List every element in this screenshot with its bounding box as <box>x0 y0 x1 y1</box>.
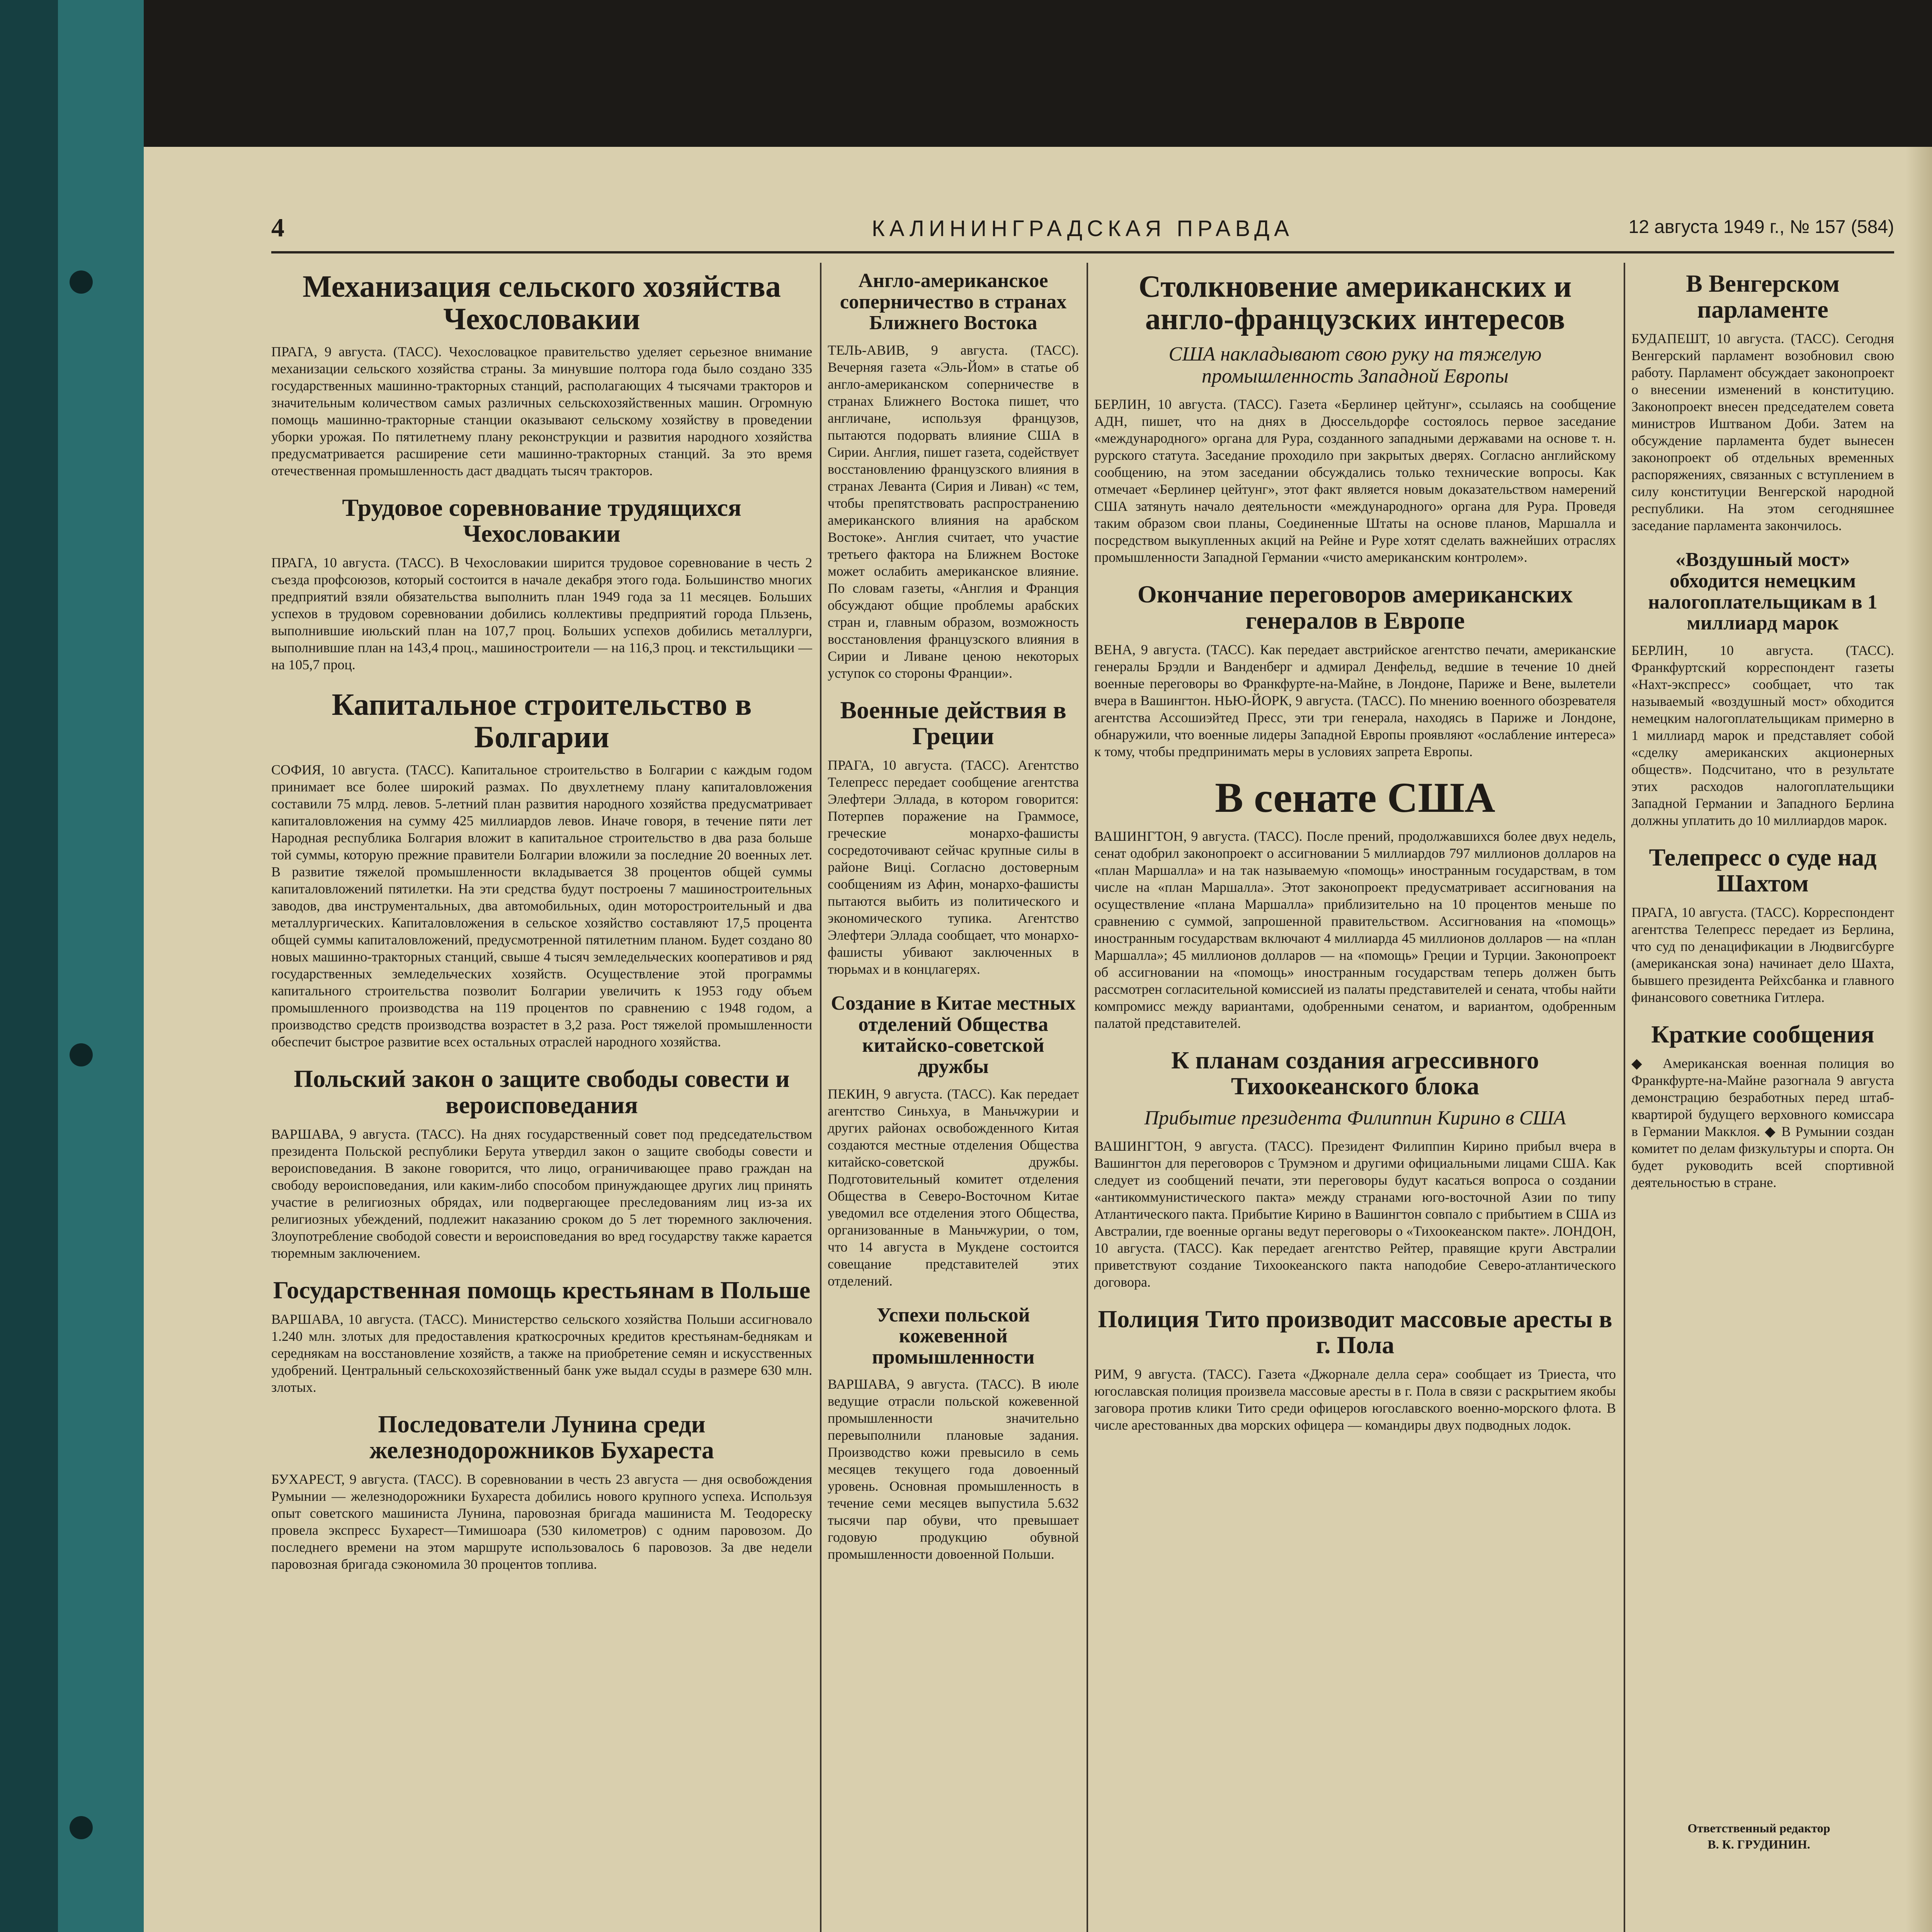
article-senate: ВАШИНГТОН, 9 августа. (ТАСС). После прений, продолжавшихся более двух недель, сенат одобрил законопроект о ассигновании 5 миллиардов 797 миллионов долларов на «план Маршалла» и на так называемую «помощь» иностранным государствам, в том числе на «план Маршалла». Этот законопроект предусматривает ассигнования на осуществление «плана Маршалла» приблизительно на 10 процентов меньше по сравнению с суммой, запрошенной правительством. Ассигнования на «помощь» иностранным государствам включают 4 миллиарда 45 миллионов долларов — на «план Маршалла»; 45 миллионов долларов — на «помощь» Греции и Турции. Законопроект об ассигновании на «помощь» иностранным государствам теперь должен быть рассмотрен согласительной комиссией из палаты представителей и сената, чтобы найти компромисс между вариантами, одобренными сенатом, и вариантом, одобренным палатой представителей. <box>1094 828 1616 1031</box>
editor-label: Ответственный редактор <box>1687 1821 1830 1835</box>
subheadline-clash: США накладывают свою руку на тяжелую промышленность Западной Европы <box>1168 343 1542 388</box>
column-right <box>1631 270 1894 1812</box>
article-hungary: БУДАПЕШТ, 10 августа. (ТАСС). Сегодня Венгерский парламент возобновил свою работу. Парламент обсуждает законопроект о внесении изменений в конституцию. Законопроект внесен председателем совета министров Иштваном Доби. Затем на обсуждение парламента будет вынесен законопроект об отдельных временных распоряжениях, связанных с вступлением в силу конституции Венгерской народной республики. На этом сегодняшнее заседание парламента закончилось. <box>1631 331 1894 534</box>
article-clash: БЕРЛИН, 10 августа. (ТАСС). Газета «Берлинер цейтунг», ссылаясь на сообщение АДН, пишет, что на днях в Дюссельдорфе состоялось первое заседание «международного» органа для Рура, созданного западными державами на основе т. н. рурского статута. Заседание проходило при закрытых дверях. Согласно английскому сообщению, на этом заседании обсуждались только технические вопросы. Как отмечает «Берлинер цейтунг», этот факт является новым доказательством намерений США затянуть начало деятельности «международного» органа для Рура. Проведя таким образом свои планы, Соединенные Штаты на основе планов, Маршалла и посредством выкупленных акций на Рейне и Руре хотят сделать важнейших отраслях промышленности Западной Германии «чисто американским контролем». <box>1094 396 1616 565</box>
editor-credit <box>1624 1820 1894 1852</box>
headline-hungary: В Венгерском парламенте <box>1686 270 1840 323</box>
headline-poland-law: Польский закон о защите свободы совести и вероисповедания <box>294 1065 790 1119</box>
headline-poland-aid: Государственная помощь крестьянам в Польше <box>273 1276 811 1304</box>
editor-name: В. К. ГРУДИНИН. <box>1708 1837 1810 1851</box>
headline-airbridge: «Воздушный мост» обходится немецким налогоплательщикам в 1 миллиард марок <box>1648 549 1878 634</box>
headline-greece: Военные действия в Греции <box>840 696 1066 750</box>
headline-pacific: К планам создания агрессивного Тихоокеанского блока <box>1171 1046 1539 1100</box>
headline-clash: Столкновение американских и англо-французских интересов <box>1138 270 1572 336</box>
article-airbridge: БЕРЛИН, 10 августа. (ТАСС). Франкфуртский корреспондент газеты «Нахт-экспресс» сообщает, что так называемый «воздушный мост» обходится немецким налогоплательщикам примерно в 1 миллиард марок и представляет собой «сделку американских акционерных обществ». Подсчитано, что в результате этих расходов налогоплательщики Западной Германии и Западного Берлина должны уплатить до 10 миллиардов марок. <box>1631 642 1894 828</box>
article-mechanization: ПРАГА, 9 августа. (ТАСС). Чехословацкое правительство уделяет серьезное внимание механизации сельского хозяйства страны. За минувшие полтора года было создано 335 государственных машинно-тракторных станций, располагающих 4 тысячами тракторов и значительным количеством самых различных сельскохозяйственных машин. Огромную помощь машинно-тракторные станции оказывают сельскому хозяйству в проведении уборки урожая. По пятилетнему плану реконструкции и развития народного хозяйства предусматривается расширение сети машинно-тракторных станций. За это время отечественная промышленность даст двадцать тысяч тракторов. <box>271 344 812 478</box>
article-brief: ◆ Американская военная полиция во Франкфурте-на-Майне разогнала 9 августа демонстрацию безработных перед штаб-квартирой будущего верховного комиссара в Германии Макклоя. ◆ В Румынии создан комитет по делам физкультуры и спорта. Он будет руководить всей спортивной деятельностью в стране. <box>1631 1056 1894 1190</box>
headline-lunin: Последователи Лунина среди железнодорожников Бухареста <box>369 1410 714 1464</box>
article-generals: ВЕНА, 9 августа. (ТАСС). Как передает австрийское агентство печати, американские генералы Брэдли и Ванденберг и адмирал Денфельд, ведшие в течение 10 дней военные переговоры во Франкфурте-на-Майне, в Лондоне, Париже и Вене, вылетели вчера в Вашингтон. НЬЮ-ЙОРК, 9 августа. (ТАСС). По мнению военного обозревателя агентства Ассошиэйтед Пресс, эти три генерала, находясь в Париже и Лондоне, обнаружили, что военные лидеры Западной Европы проявляют «ослабление интереса» к тому, чтобы предпринимать меры в условиях запрета Европы. <box>1094 641 1616 759</box>
article-labor: ПРАГА, 10 августа. (ТАСС). В Чехословакии ширится трудовое соревнование в честь 2 съезда профсоюзов, который состоится в начале декабря этого года. Большинство многих предприятий взяли обязательства выполнить план 1949 года за 11 месяцев. Больших успехов в трудовом соревновании добились коллективы предприятий города Пльзень, выполнившие июльский план на 107,7 проц. Больших успехов добились металлурги, выполнившие план на 143,4 проц., машиностроители — на 116,3 проц. и текстильщики — на 105,7 проц. <box>271 555 812 673</box>
article-angloam: ТЕЛЬ-АВИВ, 9 августа. (ТАСС). Вечерняя газета «Эль-Йом» в статье об англо-американском соперничестве в странах Ближнего Востока пишет, что англичане, используя французов, пытаются подорвать влияние США в Сирии. Англия, пишет газета, содействует восстановлению французского влияния в странах Леванта (Сирия и Ливан) «с тем, чтобы препятствовать распространению американского влияния на арабском Востоке». Англия считает, что участие третьего фактора на Ближнем Востоке может ослабить американское влияние. По словам газеты, «Англия и Франция обсуждают общие проблемы арабских стран и, главным образом, возможность восстановления французского влияния в Сирии и Ливане ценою некоторых уступок со стороны Франции». <box>828 342 1079 681</box>
headline-telepress: Телепресс о суде над Шахтом <box>1649 843 1877 897</box>
headline-brief: Краткие сообщения <box>1651 1020 1874 1048</box>
article-lunin: БУХАРЕСТ, 9 августа. (ТАСС). В соревновании в честь 23 августа — дня освобождения Румынии — железнодорожники Бухареста добились нового крупного успеха. Используя опыт советского машиниста Лунина, паровозная бригада машиниста М. Теодореску провела экспресс Бухарест—Тимишоара (530 километров) с одним паровозом. До последнего времени на этом маршруте использовалось 6 паровозов. За две недели паровозная бригада сэкономила 30 процентов топлива. <box>271 1471 812 1572</box>
article-poland-law: ВАРШАВА, 9 августа. (ТАСС). На днях государственный совет под председательством президента Польской республики Берута утвердил закон о защите свободы совести и вероисповедания. В законе говорится, что лицо, ограничивающее право граждан на свободу вероисповедания, или каким-либо способом принуждающее других лиц принять участие в религиозных обрядах, или подвергающее преследованиям лиц из-за их религиозных убеждений, подлежит наказанию сроком до 5 лет тюремного заключения. Злоупотребление свободой совести и вероисповедания во вред государству также карается тюремным заключением. <box>271 1126 812 1261</box>
newspaper-page <box>144 147 1932 1932</box>
article-bulgaria: СОФИЯ, 10 августа. (ТАСС). Капитальное строительство в Болгарии с каждым годом принимает все более широкий размах. По двухлетнему плану капиталовложения составили 75 млрд. левов. 5-летний план развития народного хозяйства предусматривает капиталовложения на сумму 425 миллиардов левов. Иначе говоря, в течение пяти лет Народная республика Болгария вложит в капитальное строительство в два раза больше той суммы, которую прежние правители Болгарии вложили за последние 20 военных лет. В развитие тяжелой промышленности вкладывается 38 процентов общей суммы капиталовложений пятилетки. На эти средства будут построены 7 машиностроительных заводов, два инструментальных, два автомобильных, один моторостроительный и два металлургических. Капиталовложения в сельское хозяйство составляют 17,5 процента общей суммы капиталовложений, предусмотренной пятилетним планом. Будет создано 80 новых машинно-тракторных станций, свыше 4 тысяч земледельческих кооперативов и ряд государственных земледельческих хозяйств. Осуществление этой программы капитального строительства позволит Болгарии увеличить к 1953 году объем промышленного производства на 119 процентов по сравнению с 1948 годом, а производство средств производства возрастет в 3,2 раза. Рост тяжелой промышленности обеспечит быстрое развитие всех остальных отраслей народного хозяйства. <box>271 762 812 1050</box>
column-center <box>1094 270 1616 1932</box>
page-edge <box>1906 147 1932 1932</box>
page-header <box>271 205 1894 253</box>
page-number: 4 <box>271 213 284 242</box>
binding-shadow <box>0 0 58 1932</box>
headline-angloam: Англо-американское соперничество в странах Ближнего Востока <box>840 270 1067 334</box>
subheadline-pacific: Прибытие президента Филиппин Кирино в США <box>1144 1107 1566 1129</box>
article-telepress: ПРАГА, 10 августа. (ТАСС). Корреспондент агентства Телепресс передает из Берлина, что суд по денацификации в Людвигсбурге (американская зона) начинает дело Шахта, бывшего президента Рейхсбанка и главного финансового советника Гитлера. <box>1631 905 1894 1005</box>
headline-china: Создание в Китае местных отделений Общества китайско-советской дружбы <box>831 992 1076 1078</box>
headline-generals: Окончание переговоров американских генералов в Европе <box>1137 580 1573 634</box>
newspaper-title: КАЛИНИНГРАДСКАЯ ПРАВДА <box>872 216 1294 241</box>
article-pacific: ВАШИНГТОН, 9 августа. (ТАСС). Президент Филиппин Кирино прибыл вчера в Вашингтон для переговоров с Трумэном и другими официальными лицами США. Как следует из сообщений печати, эти переговоры будут касаться вопроса о создании «антикоммунистического пакта» между странами юго-восточной Азии по типу Атлантического пакта. Прибытие Кирино в Вашингтон совпало с прибытием в США из Австралии, где военные органы ведут переговоры о «Тихоокеанском пакте». ЛОНДОН, 10 августа. (ТАСС). Как передает агентство Рейтер, правящие круги Австралии приветствуют создание Тихоокеанского пакта наподобие Северо-атлантического договора. <box>1094 1138 1616 1290</box>
article-china: ПЕКИН, 9 августа. (ТАСС). Как передает агентство Синьхуа, в Маньчжурии и других районах освобожденного Китая создаются местные отделения Общества китайско-советской дружбы. Подготовительный комитет отделения Общества в Северо-Восточном Китае уведомил все отделения этого Общества, организованные в Маньчжурии, о том, что 14 августа в Мукдене состоится совещание представителей этих отделений. <box>828 1086 1079 1289</box>
headline-leather: Успехи польской кожевенной промышленности <box>872 1304 1035 1368</box>
headline-mechanization: Механизация сельского хозяйства Чехословакии <box>303 270 781 336</box>
article-tito: РИМ, 9 августа. (ТАСС). Газета «Джорнале делла сера» сообщает из Триеста, что югославская полиция произвела массовые аресты в г. Пола в связи с раскрытием якобы заговора против клики Тито среди офицеров югославского военно-морского флота. В числе арестованных два морских офицера — командиры двух подводных лодок. <box>1094 1366 1616 1433</box>
issue-date: 12 августа 1949 г., № 157 (584) <box>1628 217 1894 237</box>
headline-tito: Полиция Тито производит массовые аресты в г. Пола <box>1098 1305 1612 1359</box>
book-binding <box>0 0 144 1932</box>
article-greece: ПРАГА, 10 августа. (ТАСС). Агентство Телепресс передает сообщение агентства Элефтери Эллада, в котором говорится: Потерпев поражение на Граммосе, греческие монархо-фашисты сосредоточивают сейчас крупные силы в районе Виці. Согласно достоверным сообщениям из Афин, монархо-фашисты пытаются выбить из политического и экономического тупика. Агентство Элефтери Эллада сообщает, что монархо-фашисты убивают заключенных в тюрьмах и в концлагерях. <box>828 757 1079 977</box>
article-leather: ВАРШАВА, 9 августа. (ТАСС). В июле ведущие отрасли польской кожевенной промышленности значительно перевыполнили плановые задания. Производство кожи превысило в семь месяцев текущего года довоенный уровень. Основная промышленность в течение семи месяцев выпустила 5.632 тысячи пар обуви, что превышает годовую продукцию обувной промышленности довоенной Польши. <box>828 1376 1079 1562</box>
headline-senate: В сенате США <box>1215 774 1495 821</box>
headline-labor: Трудовое соревнование трудящихся Чехословакии <box>342 494 742 548</box>
article-poland-aid: ВАРШАВА, 10 августа. (ТАСС). Министерство сельского хозяйства Польши ассигновало 1.240 млн. злотых для предоставления краткосрочных кредитов крестьянам-беднякам и середнякам на восстановление хозяйств, а также на приобретение семян и искусственных удобрений. Центральный сельскохозяйственный банк уже выдал ссуды в размере 630 млн. злотых. <box>271 1311 812 1395</box>
headline-bulgaria: Капитальное строительство в Болгарии <box>332 688 752 755</box>
column-middle <box>828 270 1079 1932</box>
column-left <box>271 270 812 1932</box>
